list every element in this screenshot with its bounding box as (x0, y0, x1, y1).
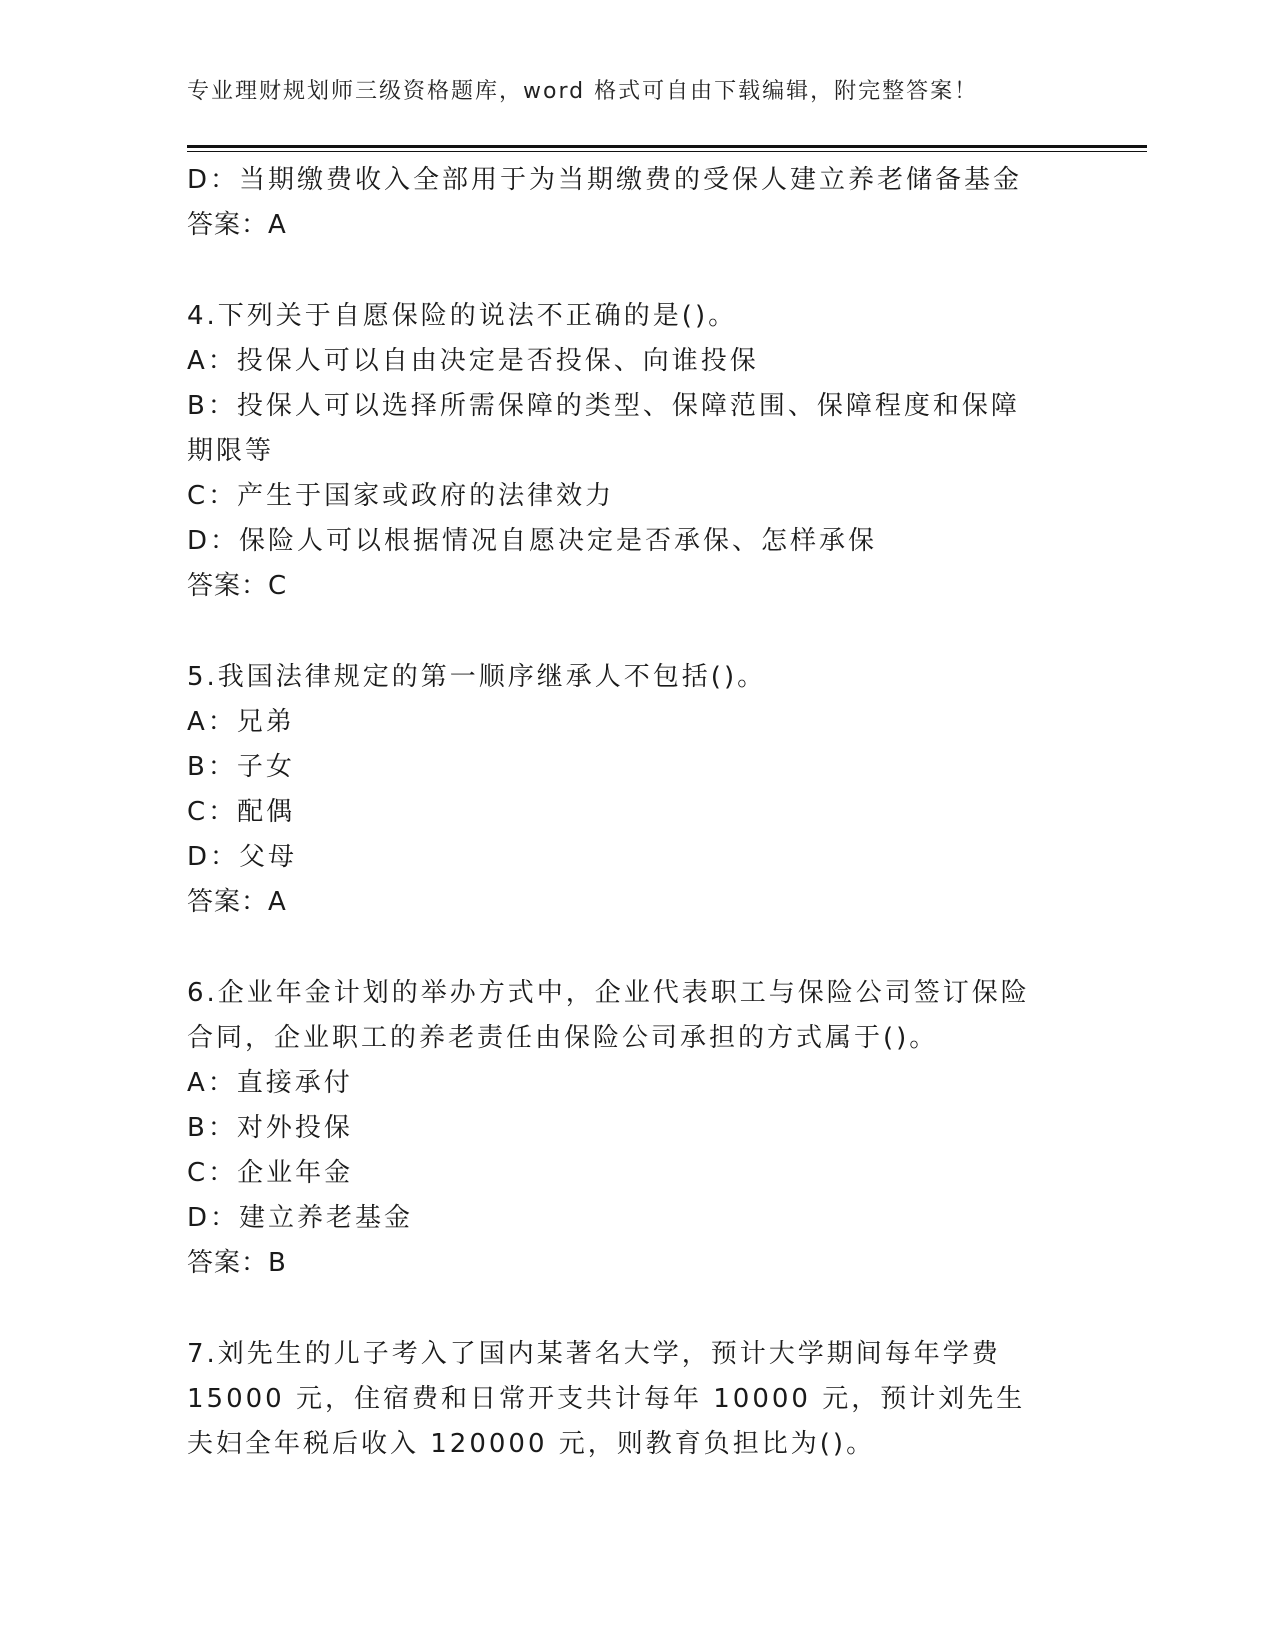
question-stem: 4.下列关于自愿保险的说法不正确的是()。 (187, 301, 738, 331)
option-b: B：投保人可以选择所需保障的类型、保障范围、保障程度和保障期限等 (187, 391, 1020, 466)
spacer (187, 1286, 1087, 1332)
option-c: C：配偶 (187, 797, 296, 827)
answer: 答案：A (187, 210, 287, 240)
option-a: A：投保人可以自由决定是否投保、向谁投保 (187, 346, 759, 376)
option-c: C：产生于国家或政府的法律效力 (187, 481, 615, 511)
question-stem: 7.刘先生的儿子考入了国内某著名大学，预计大学期间每年学费 15000 元，住宿费和日常开支共计每年 10000 元，预计刘先生夫妇全年税后收入 120000 元，则教育负担比为()。 (187, 1339, 1026, 1459)
answer: 答案：C (187, 571, 288, 601)
question-stem: 5.我国法律规定的第一顺序继承人不包括()。 (187, 662, 767, 692)
header-divider-thin (187, 151, 1147, 152)
option-b: B：对外投保 (187, 1113, 353, 1143)
answer: 答案：B (187, 1248, 287, 1278)
spacer (187, 248, 1087, 294)
option-b: B：子女 (187, 752, 295, 782)
option-a: A：直接承付 (187, 1068, 353, 1098)
option-d: D：父母 (187, 842, 298, 872)
previous-question-tail (187, 158, 1087, 248)
option-d: D：保险人可以根据情况自愿决定是否承保、怎样承保 (187, 526, 878, 556)
question-5 (187, 655, 1087, 925)
answer: 答案：A (187, 887, 287, 917)
question-6 (187, 971, 1087, 1286)
header-divider-thick (187, 145, 1147, 148)
question-list (187, 158, 1087, 1467)
option-a: A：兄弟 (187, 707, 295, 737)
question-stem: 6.企业年金计划的举办方式中，企业代表职工与保险公司签订保险合同，企业职工的养老责任由保险公司承担的方式属于()。 (187, 978, 1030, 1053)
question-7 (187, 1332, 1087, 1467)
option-c: C：企业年金 (187, 1158, 354, 1188)
option-d: D：当期缴费收入全部用于为当期缴费的受保人建立养老储备基金 (187, 165, 1023, 195)
document-header: 专业理财规划师三级资格题库，word 格式可自由下载编辑，附完整答案！ (187, 79, 979, 104)
spacer (187, 609, 1087, 655)
spacer (187, 925, 1087, 971)
option-d: D：建立养老基金 (187, 1203, 414, 1233)
question-4 (187, 294, 1087, 609)
